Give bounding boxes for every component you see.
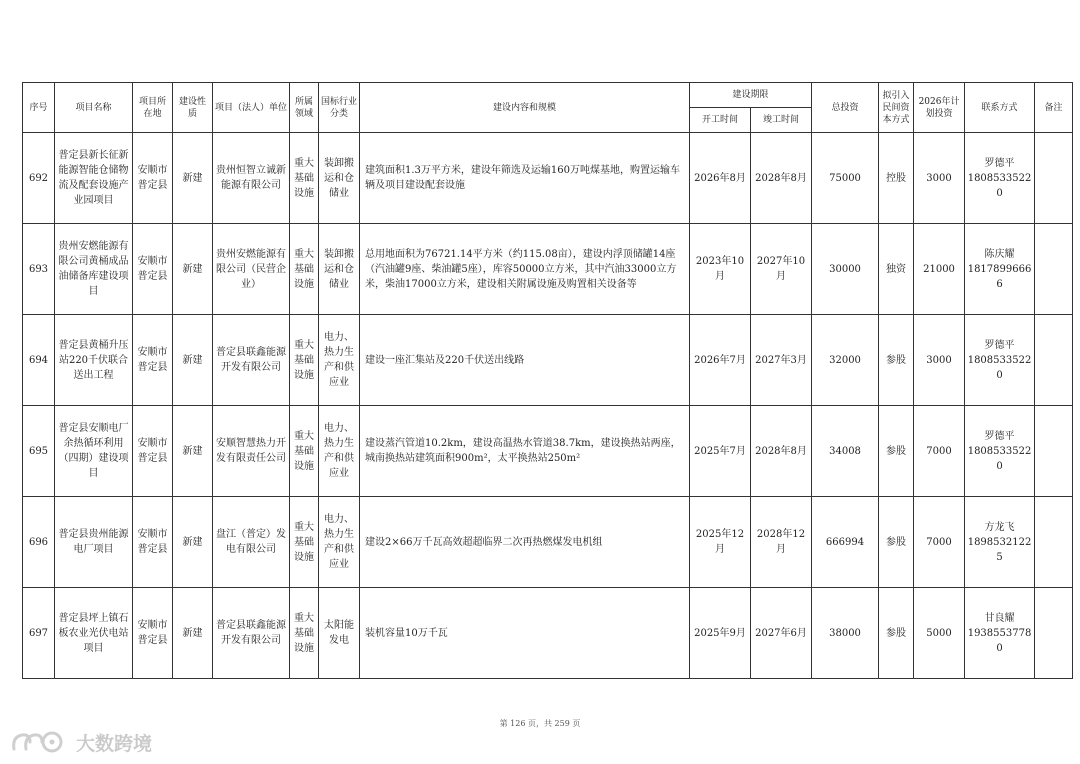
cell-contact bbox=[965, 224, 1035, 315]
cell-field: 重大基础设施 bbox=[290, 497, 319, 588]
table-row bbox=[23, 224, 1073, 315]
contact-name: 陈庆耀 bbox=[984, 248, 1015, 260]
cell-industry: 电力、热力生产和供应业 bbox=[319, 497, 360, 588]
cell-method: 参股 bbox=[879, 497, 914, 588]
cell-nature: 新建 bbox=[173, 588, 213, 679]
cell-project-name: 普定县黄桶升压站220千伏联合送出工程 bbox=[55, 315, 133, 406]
cell-seq: 692 bbox=[23, 133, 55, 224]
cell-method: 参股 bbox=[879, 406, 914, 497]
header-name: 项目名称 bbox=[55, 83, 133, 133]
cell-plan2026: 7000 bbox=[914, 497, 965, 588]
cell-unit: 贵州恒智立诚新能源有限公司 bbox=[213, 133, 290, 224]
cell-remark bbox=[1035, 406, 1073, 497]
cell-location: 安顺市普定县 bbox=[133, 588, 173, 679]
table-body bbox=[23, 133, 1073, 679]
cell-location: 安顺市普定县 bbox=[133, 406, 173, 497]
contact-name: 罗德平 bbox=[984, 339, 1015, 351]
cell-field: 重大基础设施 bbox=[290, 588, 319, 679]
cell-contact bbox=[965, 133, 1035, 224]
cell-contact bbox=[965, 497, 1035, 588]
header-field: 所属领域 bbox=[290, 83, 319, 133]
cell-content: 建设蒸汽管道10.2km，建设高温热水管道38.7km，建设换热站两座，城南换热站建筑面积900m²，太平换热站250m² bbox=[360, 406, 690, 497]
cell-project-name: 普定县坪上镇石板农业光伏电站项目 bbox=[55, 588, 133, 679]
watermark-text: 大数跨境 bbox=[76, 732, 153, 755]
cell-remark bbox=[1035, 315, 1073, 406]
cell-contact bbox=[965, 588, 1035, 679]
cell-content: 建设一座汇集站及220千伏送出线路 bbox=[360, 315, 690, 406]
cell-investment: 38000 bbox=[812, 588, 879, 679]
cell-plan2026: 5000 bbox=[914, 588, 965, 679]
contact-phone: 18985321225 bbox=[967, 536, 1032, 563]
header-unit: 项目（法人）单位 bbox=[213, 83, 290, 133]
header-content: 建设内容和规模 bbox=[360, 83, 690, 133]
cell-seq: 696 bbox=[23, 497, 55, 588]
cell-end: 2028年8月 bbox=[751, 406, 812, 497]
table-row bbox=[23, 133, 1073, 224]
cell-end: 2027年3月 bbox=[751, 315, 812, 406]
cell-unit: 贵州安燃能源有限公司（民营企业） bbox=[213, 224, 290, 315]
cell-seq: 697 bbox=[23, 588, 55, 679]
header-investment: 总投资 bbox=[812, 83, 879, 133]
cell-unit: 盘江（普定）发电有限公司 bbox=[213, 497, 290, 588]
cell-field: 重大基础设施 bbox=[290, 133, 319, 224]
cell-seq: 693 bbox=[23, 224, 55, 315]
cell-field: 重大基础设施 bbox=[290, 315, 319, 406]
header-start: 开工时间 bbox=[690, 108, 751, 133]
project-table-sheet bbox=[22, 82, 1063, 679]
cell-method: 参股 bbox=[879, 315, 914, 406]
cell-industry: 电力、热力生产和供应业 bbox=[319, 406, 360, 497]
table-row bbox=[23, 406, 1073, 497]
cell-nature: 新建 bbox=[173, 315, 213, 406]
cell-contact bbox=[965, 315, 1035, 406]
contact-phone: 18178996666 bbox=[967, 263, 1032, 290]
cell-end: 2028年12月 bbox=[751, 497, 812, 588]
cell-end: 2028年8月 bbox=[751, 133, 812, 224]
cell-location: 安顺市普定县 bbox=[133, 497, 173, 588]
cell-project-name: 普定县安顺电厂余热循环利用（四期）建设项目 bbox=[55, 406, 133, 497]
header-remark: 备注 bbox=[1035, 83, 1073, 133]
cell-nature: 新建 bbox=[173, 224, 213, 315]
table-row bbox=[23, 588, 1073, 679]
cell-start: 2025年12月 bbox=[690, 497, 751, 588]
cell-plan2026: 21000 bbox=[914, 224, 965, 315]
header-industry: 国标行业分类 bbox=[319, 83, 360, 133]
cell-unit: 安顺智慧热力开发有限责任公司 bbox=[213, 406, 290, 497]
contact-phone: 18085335220 bbox=[967, 172, 1032, 199]
cell-content: 装机容量10万千瓦 bbox=[360, 588, 690, 679]
cell-field: 重大基础设施 bbox=[290, 406, 319, 497]
cell-industry: 装卸搬运和仓储业 bbox=[319, 133, 360, 224]
header-period: 建设期限 bbox=[690, 83, 812, 108]
cell-start: 2026年7月 bbox=[690, 315, 751, 406]
contact-name: 方龙飞 bbox=[984, 521, 1015, 533]
cell-location: 安顺市普定县 bbox=[133, 224, 173, 315]
cell-content: 建设2×66万千瓦高效超超临界二次再热燃煤发电机组 bbox=[360, 497, 690, 588]
cell-method: 参股 bbox=[879, 588, 914, 679]
project-table bbox=[22, 82, 1073, 679]
header-seq: 序号 bbox=[23, 83, 55, 133]
contact-phone: 18085335220 bbox=[967, 445, 1032, 472]
cell-investment: 34008 bbox=[812, 406, 879, 497]
cell-industry: 电力、热力生产和供应业 bbox=[319, 315, 360, 406]
cell-industry: 太阳能发电 bbox=[319, 588, 360, 679]
table-row bbox=[23, 497, 1073, 588]
cell-project-name: 普定县贵州能源电厂项目 bbox=[55, 497, 133, 588]
cell-location: 安顺市普定县 bbox=[133, 133, 173, 224]
cell-unit: 普定县联鑫能源开发有限公司 bbox=[213, 588, 290, 679]
contact-name: 罗德平 bbox=[984, 157, 1015, 169]
cell-unit: 普定县联鑫能源开发有限公司 bbox=[213, 315, 290, 406]
cell-nature: 新建 bbox=[173, 497, 213, 588]
cell-start: 2026年8月 bbox=[690, 133, 751, 224]
cell-remark bbox=[1035, 133, 1073, 224]
cell-remark bbox=[1035, 497, 1073, 588]
cell-end: 2027年10月 bbox=[751, 224, 812, 315]
header-nature: 建设性质 bbox=[173, 83, 213, 133]
cell-start: 2025年7月 bbox=[690, 406, 751, 497]
cell-industry: 装卸搬运和仓储业 bbox=[319, 224, 360, 315]
contact-name: 甘良耀 bbox=[984, 612, 1015, 624]
contact-phone: 19385537780 bbox=[967, 627, 1032, 654]
cell-project-name: 普定县新长征新能源智能仓储物流及配套设施产业园项目 bbox=[55, 133, 133, 224]
cell-seq: 694 bbox=[23, 315, 55, 406]
header-method: 拟引入民间资本方式 bbox=[879, 83, 914, 133]
cell-content: 建筑面积1.3万平方米，建设年筛选及运输160万吨煤基地，购置运输车辆及项目建设配套设施 bbox=[360, 133, 690, 224]
cell-investment: 32000 bbox=[812, 315, 879, 406]
cell-plan2026: 3000 bbox=[914, 133, 965, 224]
cell-project-name: 贵州安燃能源有限公司黄桶成品油储备库建设项目 bbox=[55, 224, 133, 315]
cell-plan2026: 3000 bbox=[914, 315, 965, 406]
header-location: 项目所在地 bbox=[133, 83, 173, 133]
cell-remark bbox=[1035, 224, 1073, 315]
cell-plan2026: 7000 bbox=[914, 406, 965, 497]
watermark bbox=[10, 727, 152, 757]
cell-start: 2023年10月 bbox=[690, 224, 751, 315]
cell-contact bbox=[965, 406, 1035, 497]
cell-investment: 75000 bbox=[812, 133, 879, 224]
cell-method: 控股 bbox=[879, 133, 914, 224]
cell-method: 独资 bbox=[879, 224, 914, 315]
cell-remark bbox=[1035, 588, 1073, 679]
table-row bbox=[23, 315, 1073, 406]
cell-field: 重大基础设施 bbox=[290, 224, 319, 315]
cell-location: 安顺市普定县 bbox=[133, 315, 173, 406]
cell-investment: 666994 bbox=[812, 497, 879, 588]
cell-end: 2027年6月 bbox=[751, 588, 812, 679]
header-contact: 联系方式 bbox=[965, 83, 1035, 133]
cell-start: 2025年9月 bbox=[690, 588, 751, 679]
cell-nature: 新建 bbox=[173, 406, 213, 497]
contact-name: 罗德平 bbox=[984, 430, 1015, 442]
header-end: 竣工时间 bbox=[751, 108, 812, 133]
header-plan2026: 2026年计划投资 bbox=[914, 83, 965, 133]
cell-content: 总用地面积为76721.14平方米（约115.08亩），建设内浮顶储罐14座（汽油罐9座、柴油罐5座），库容50000立方米，其中汽油33000立方米，柴油17000立方米，建设相关附属设施及购置相关设备等 bbox=[360, 224, 690, 315]
dashujuajing-logo-icon bbox=[10, 727, 70, 757]
cell-investment: 30000 bbox=[812, 224, 879, 315]
contact-phone: 18085335220 bbox=[967, 354, 1032, 381]
cell-nature: 新建 bbox=[173, 133, 213, 224]
page-footer: 第 126 页，共 259 页 bbox=[499, 719, 581, 728]
cell-seq: 695 bbox=[23, 406, 55, 497]
